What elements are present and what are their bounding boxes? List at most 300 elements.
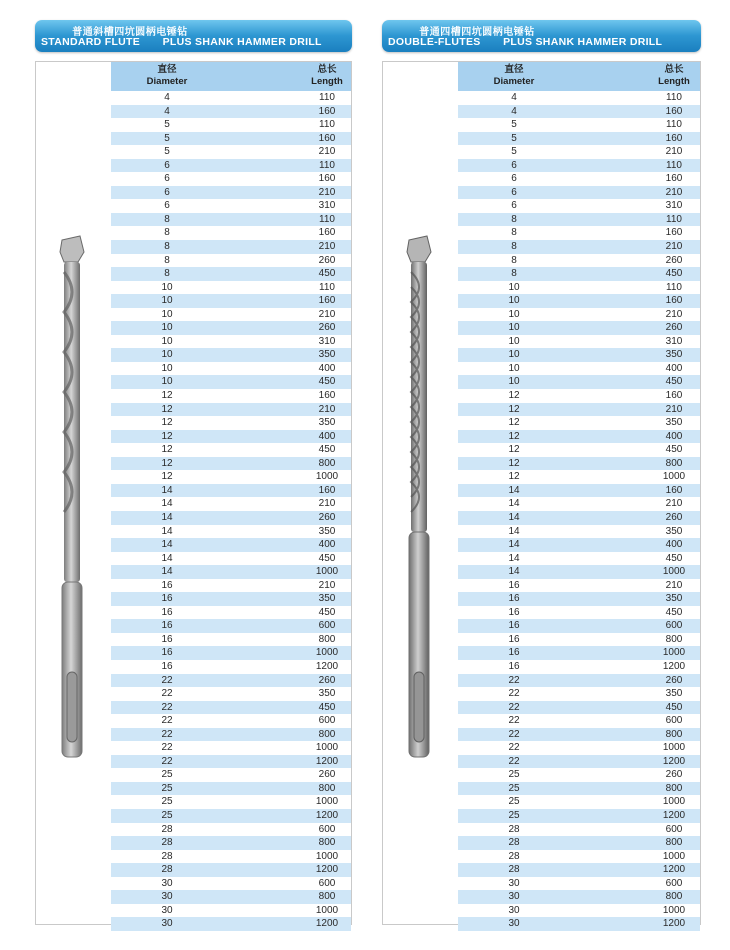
diameter-cell: 10 [508,308,520,320]
length-cell: 160 [318,173,336,185]
length-cell: 350 [318,593,336,605]
length-cell: 210 [665,308,683,320]
table-row [111,294,351,308]
diameter-cell: 10 [508,281,520,293]
table-row [111,281,351,295]
length-cell: 110 [319,92,335,103]
length-cell: 800 [665,782,683,794]
diameter-cell: 25 [508,809,520,821]
length-cell: 350 [665,349,683,361]
diameter-cell: 6 [164,159,170,171]
table-row [458,619,700,633]
diameter-cell: 6 [511,200,517,212]
diameter-cell: 14 [161,566,173,578]
table-row [111,484,351,498]
table-row [458,728,700,742]
length-cell: 160 [665,227,683,239]
length-cell: 1000 [662,742,686,754]
table-row [111,226,351,240]
diameter-cell: 8 [164,227,170,239]
table-row [111,457,351,471]
length-cell: 800 [318,837,336,849]
diameter-cell: 12 [508,457,520,469]
length-cell: 1000 [315,742,339,754]
table-row [111,768,351,782]
table-row [458,511,700,525]
diameter-cell: 4 [511,105,517,117]
diameter-cell: 10 [508,349,520,361]
diameter-cell: 14 [161,511,173,523]
length-cell: 260 [665,674,683,686]
length-cell: 1200 [662,660,686,672]
length-cell: 110 [319,119,335,131]
table-row [111,91,351,105]
diameter-cell: 12 [508,430,520,442]
table-body [111,91,351,931]
table-row [458,755,700,769]
length-cell: 400 [665,430,683,442]
table-row [111,375,351,389]
diameter-cell: 16 [508,660,520,672]
table-row [458,457,700,471]
table-row [111,592,351,606]
table-body [458,91,700,931]
diameter-cell: 14 [161,484,173,496]
length-cell: 160 [318,132,336,144]
table-row [111,701,351,715]
length-cell: 110 [666,92,682,103]
spec-box [35,61,352,930]
table-row [458,525,700,539]
length-cell: 160 [318,295,336,307]
diameter-cell: 4 [164,105,170,117]
table-row [111,105,351,119]
table-row [458,552,700,566]
table-row [111,335,351,349]
diameter-cell: 14 [161,498,173,510]
table-row [111,850,351,864]
table-row [111,389,351,403]
diameter-header-en: Diameter [146,76,188,87]
diameter-cell: 8 [164,268,170,280]
length-cell: 800 [318,782,336,794]
diameter-cell: 22 [161,755,173,767]
length-cell: 1000 [315,904,339,916]
diameter-cell: 10 [161,322,173,334]
table-row [458,199,700,213]
length-cell: 800 [665,728,683,740]
length-cell: 210 [318,186,336,198]
length-header-en: Length [311,76,343,87]
panel-title-english: STANDARD FLUTE PLUS SHANK HAMMER DRILL [41,36,322,48]
length-cell: 160 [665,105,683,117]
length-cell: 260 [318,674,336,686]
length-cell: 450 [665,552,683,564]
diameter-cell: 8 [511,241,517,253]
table-row [458,403,700,417]
diameter-cell: 30 [508,891,520,903]
table-row [111,755,351,769]
length-cell: 600 [318,877,336,889]
table-row [458,416,700,430]
length-cell: 800 [318,457,336,469]
length-cell: 350 [665,593,683,605]
diameter-cell: 16 [161,647,173,659]
length-cell: 160 [665,484,683,496]
table-row [111,172,351,186]
diameter-header-en: Diameter [493,76,535,87]
table-row [458,836,700,850]
diameter-cell: 16 [508,633,520,645]
table-row [458,267,700,281]
table-row [458,850,700,864]
diameter-cell: 10 [161,308,173,320]
diameter-cell: 10 [161,362,173,374]
table-row [111,159,351,173]
diameter-cell: 14 [508,552,520,564]
diameter-cell: 8 [511,254,517,266]
diameter-cell: 16 [161,593,173,605]
table-row [111,199,351,213]
diameter-cell: 8 [164,241,170,253]
table-row [458,443,700,457]
table-row [458,226,700,240]
diameter-cell: 8 [511,213,517,225]
table-row [111,904,351,918]
diameter-cell: 10 [508,295,520,307]
length-cell: 260 [318,322,336,334]
table-row [458,795,700,809]
length-cell: 160 [665,295,683,307]
table-row [458,159,700,173]
table-row [111,362,351,376]
diameter-cell: 30 [508,904,520,916]
diameter-cell: 5 [164,119,170,131]
length-cell: 1000 [315,647,339,659]
length-cell: 210 [318,308,336,320]
diameter-cell: 16 [508,647,520,659]
table-row [111,240,351,254]
diameter-cell: 5 [511,132,517,144]
length-cell: 160 [665,132,683,144]
diameter-cell: 12 [508,390,520,402]
table-row [111,186,351,200]
table-row [111,565,351,579]
length-cell: 800 [665,633,683,645]
diameter-cell: 22 [161,701,173,713]
length-cell: 600 [665,715,683,727]
length-cell: 800 [665,891,683,903]
table-row [111,579,351,593]
diameter-cell: 16 [161,660,173,672]
table-row [458,674,700,688]
length-cell: 800 [318,891,336,903]
table-row [458,321,700,335]
table-row [458,186,700,200]
diameter-cell: 22 [161,742,173,754]
length-cell: 260 [665,254,683,266]
diameter-cell: 16 [508,593,520,605]
diameter-cell: 28 [508,850,520,862]
length-cell: 600 [665,823,683,835]
table-row [458,660,700,674]
diameter-cell: 6 [511,186,517,198]
length-cell: 600 [665,877,683,889]
table-row [111,525,351,539]
table-row [111,809,351,823]
diameter-cell: 12 [161,471,173,483]
length-cell: 210 [665,498,683,510]
length-cell: 350 [318,417,336,429]
diameter-cell: 28 [161,850,173,862]
diameter-cell: 10 [508,362,520,374]
table-row [458,823,700,837]
length-cell: 260 [318,254,336,266]
table-row [111,741,351,755]
diameter-cell: 16 [161,579,173,591]
diameter-cell: 10 [161,376,173,388]
length-cell: 450 [665,701,683,713]
length-cell: 1000 [662,796,686,808]
diameter-cell: 5 [164,146,170,158]
length-cell: 1200 [315,864,339,876]
table-row [458,213,700,227]
length-cell: 1200 [662,809,686,821]
length-cell: 210 [318,579,336,591]
diameter-cell: 25 [508,796,520,808]
table-row [111,443,351,457]
diameter-cell: 28 [508,823,520,835]
table-row [111,118,351,132]
table-row [111,470,351,484]
diameter-cell: 30 [508,918,520,930]
length-cell: 210 [318,403,336,415]
diameter-cell: 14 [508,511,520,523]
length-cell: 260 [665,769,683,781]
length-cell: 800 [318,633,336,645]
diameter-cell: 22 [508,755,520,767]
table-row [111,823,351,837]
diameter-cell: 5 [511,146,517,158]
diameter-cell: 12 [508,403,520,415]
length-cell: 450 [318,444,336,456]
table-row [111,687,351,701]
length-cell: 260 [665,511,683,523]
panel-title-english: DOUBLE-FLUTES PLUS SHANK HAMMER DRILL [388,36,663,48]
length-cell: 160 [318,390,336,402]
diameter-cell: 25 [161,782,173,794]
length-cell: 450 [318,552,336,564]
length-cell: 350 [665,525,683,537]
table-row [458,145,700,159]
length-cell: 110 [666,159,682,171]
spec-box [382,61,701,930]
table-row [111,890,351,904]
table-row [458,118,700,132]
diameter-cell: 4 [511,92,517,103]
diameter-cell: 6 [511,173,517,185]
length-cell: 350 [665,417,683,429]
diameter-cell: 22 [161,674,173,686]
length-cell: 1000 [315,850,339,862]
diameter-cell: 22 [161,728,173,740]
table-row [111,714,351,728]
table-row [458,741,700,755]
diameter-cell: 25 [508,782,520,794]
table-row [458,904,700,918]
length-cell: 1200 [662,918,686,930]
table-row [458,430,700,444]
table-row [111,145,351,159]
diameter-cell: 5 [164,132,170,144]
table-row [111,660,351,674]
length-cell: 450 [318,701,336,713]
diameter-cell: 22 [508,701,520,713]
length-cell: 310 [665,200,683,212]
table-row [458,132,700,146]
length-cell: 1200 [315,809,339,821]
table-row [458,470,700,484]
panel-title-banner [35,20,352,52]
diameter-cell: 6 [164,200,170,212]
table-row [458,565,700,579]
length-cell: 310 [665,335,683,347]
table-header [458,62,700,91]
length-cell: 110 [319,213,335,225]
diameter-cell: 5 [511,119,517,131]
length-cell: 1000 [662,471,686,483]
length-cell: 800 [665,837,683,849]
diameter-cell: 14 [508,539,520,551]
table-row [111,403,351,417]
table-row [111,606,351,620]
length-cell: 1200 [315,755,339,767]
table-row [458,633,700,647]
diameter-cell: 4 [164,92,170,103]
length-cell: 400 [318,539,336,551]
table-row [458,579,700,593]
length-cell: 310 [318,200,336,212]
table-row [458,782,700,796]
diameter-cell: 12 [161,403,173,415]
table-row [458,768,700,782]
diameter-cell: 22 [508,715,520,727]
table-row [458,335,700,349]
diameter-cell: 10 [161,281,173,293]
diameter-cell: 12 [161,457,173,469]
length-cell: 400 [665,362,683,374]
diameter-cell: 28 [161,823,173,835]
table-row [111,132,351,146]
table-row [111,917,351,931]
table-header [111,62,351,91]
diameter-cell: 14 [508,525,520,537]
table-row [111,321,351,335]
length-cell: 1000 [662,850,686,862]
diameter-cell: 10 [508,322,520,334]
table-row [458,714,700,728]
length-cell: 1000 [662,904,686,916]
length-cell: 210 [665,241,683,253]
length-cell: 210 [665,186,683,198]
length-cell: 160 [318,105,336,117]
drill-bit-image [44,232,96,762]
length-cell: 350 [665,688,683,700]
length-cell: 600 [318,620,336,632]
length-cell: 350 [318,525,336,537]
length-cell: 350 [318,688,336,700]
diameter-cell: 25 [161,769,173,781]
length-cell: 450 [318,268,336,280]
diameter-cell: 30 [161,891,173,903]
diameter-cell: 10 [508,335,520,347]
diameter-cell: 22 [161,688,173,700]
panel-title-chinese: 普通四槽四坑圆柄电锤钻 [419,27,535,38]
length-cell: 260 [318,511,336,523]
diameter-cell: 12 [161,444,173,456]
table-row [111,511,351,525]
diameter-cell: 25 [161,796,173,808]
length-cell: 110 [319,159,335,171]
table-row [458,91,700,105]
length-cell: 110 [666,119,682,131]
length-cell: 1200 [662,755,686,767]
length-cell: 800 [665,457,683,469]
length-cell: 800 [318,728,336,740]
length-header [643,64,705,88]
diameter-cell: 12 [161,417,173,429]
length-cell: 450 [318,606,336,618]
panel-title-banner [382,20,701,52]
table-row [111,497,351,511]
length-cell: 1200 [315,660,339,672]
table-row [458,497,700,511]
table-row [111,795,351,809]
table-row [111,416,351,430]
table-row [458,484,700,498]
diameter-header-zh: 直径 [504,64,524,75]
table-row [458,890,700,904]
spec-table [458,62,700,931]
length-cell: 1000 [662,566,686,578]
diameter-cell: 28 [161,837,173,849]
diameter-cell: 25 [161,809,173,821]
diameter-cell: 12 [161,430,173,442]
diameter-cell: 8 [164,213,170,225]
diameter-cell: 14 [508,498,520,510]
diameter-cell: 25 [508,769,520,781]
length-cell: 1200 [315,918,339,930]
diameter-cell: 6 [511,159,517,171]
diameter-cell: 8 [511,268,517,280]
table-row [111,430,351,444]
diameter-header [111,64,223,88]
length-header-zh: 总长 [317,64,337,75]
length-cell: 1200 [662,864,686,876]
table-row [111,836,351,850]
table-row [458,348,700,362]
length-cell: 160 [665,390,683,402]
table-row [111,728,351,742]
table-row [458,362,700,376]
table-row [458,375,700,389]
spec-table [111,62,351,931]
table-row [111,674,351,688]
length-cell: 210 [318,498,336,510]
diameter-cell: 30 [161,904,173,916]
length-cell: 210 [665,403,683,415]
length-cell: 600 [318,823,336,835]
